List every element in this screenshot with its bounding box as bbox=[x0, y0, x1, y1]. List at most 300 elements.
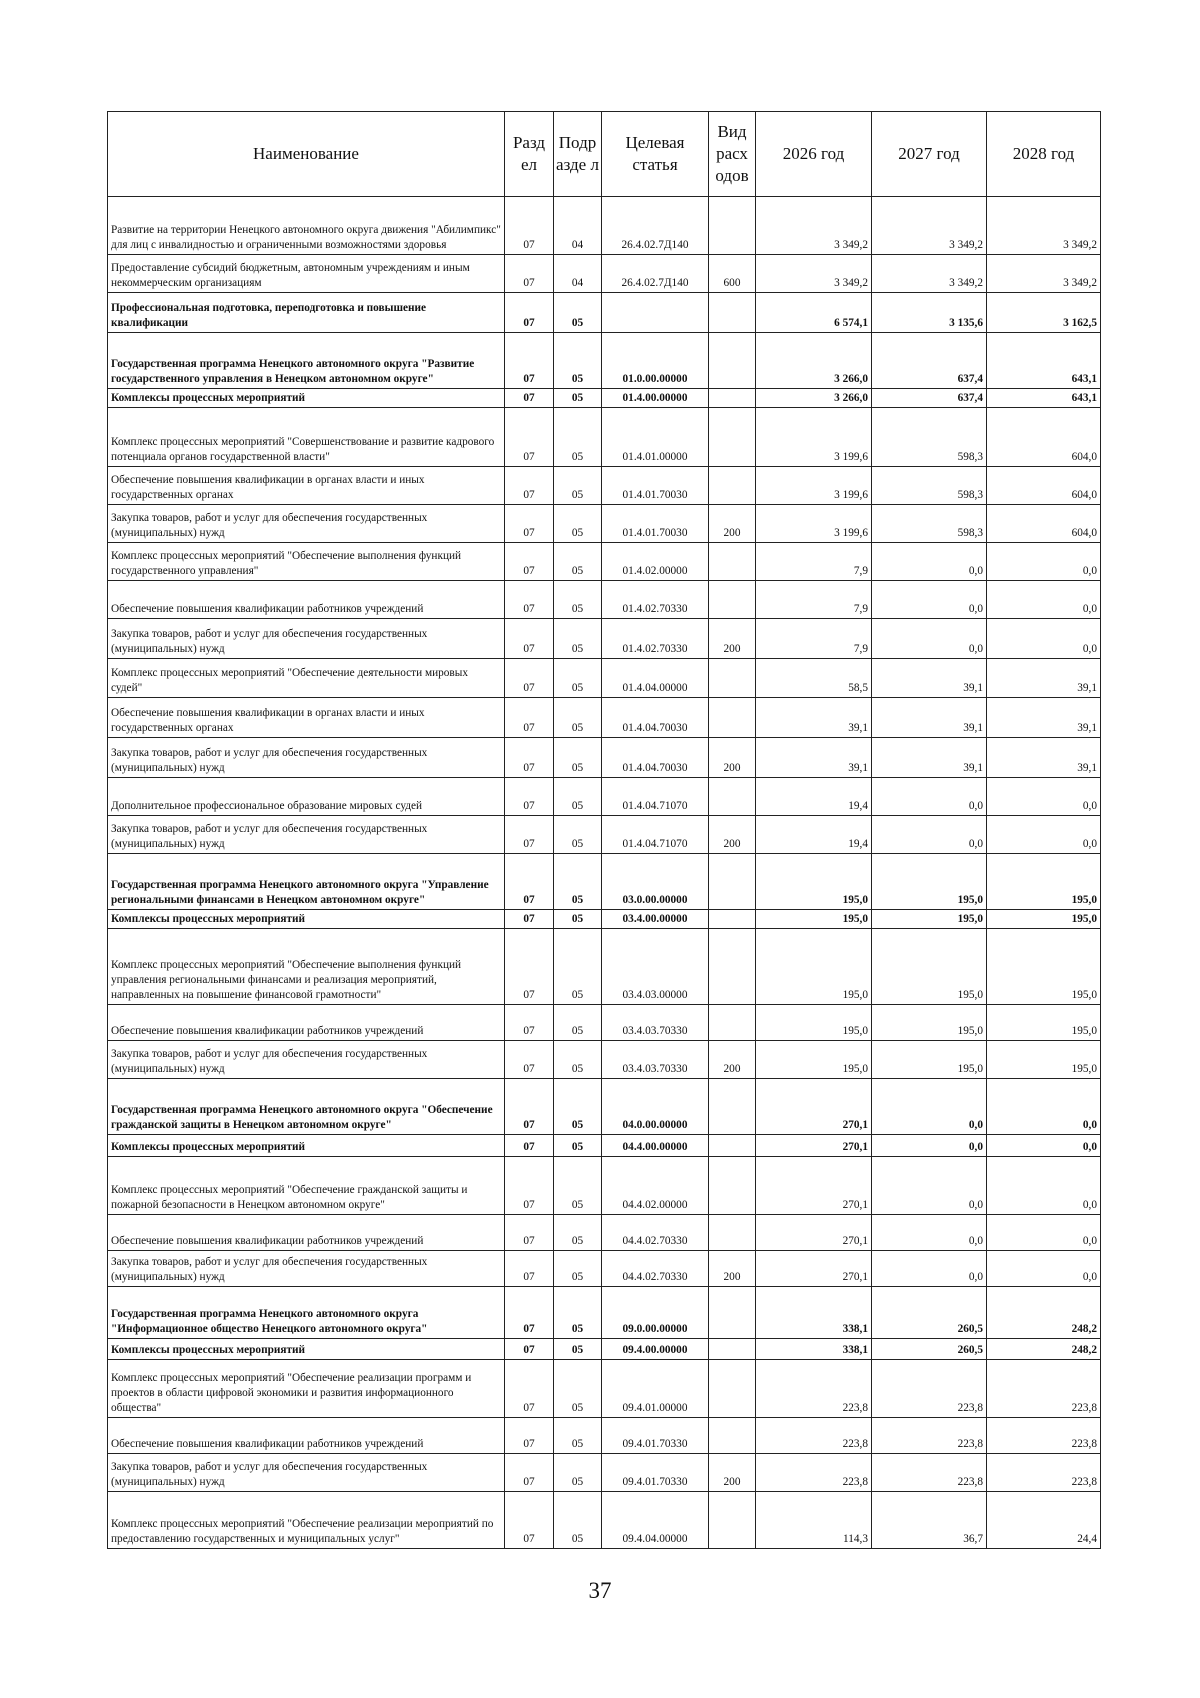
row-target-article-cell: 01.0.00.00000 bbox=[602, 333, 709, 389]
row-razdel-cell: 07 bbox=[505, 408, 554, 467]
table-row bbox=[108, 581, 1101, 619]
row-name-cell: Комплекс процессных мероприятий "Обеспечение деятельности мировых судей" bbox=[108, 659, 505, 698]
row-amount-2027-cell: 223,8 bbox=[872, 1418, 987, 1454]
table-row bbox=[108, 1287, 1101, 1339]
budget-table bbox=[107, 111, 1101, 1549]
row-target-article-cell: 01.4.04.71070 bbox=[602, 816, 709, 854]
row-amount-2026-cell: 3 349,2 bbox=[756, 197, 872, 255]
row-target-article-cell: 03.4.03.70330 bbox=[602, 1041, 709, 1079]
row-name-cell: Обеспечение повышения квалификации работников учреждений bbox=[108, 1005, 505, 1041]
row-amount-2028-cell: 24,4 bbox=[987, 1492, 1101, 1549]
row-amount-2028-cell: 643,1 bbox=[987, 389, 1101, 408]
table-row bbox=[108, 255, 1101, 293]
row-name-cell: Закупка товаров, работ и услуг для обеспечения государственных (муниципальных) нужд bbox=[108, 1251, 505, 1287]
row-razdel-cell: 07 bbox=[505, 738, 554, 778]
row-amount-2027-cell: 39,1 bbox=[872, 738, 987, 778]
row-amount-2028-cell: 39,1 bbox=[987, 698, 1101, 738]
row-target-article-cell: 26.4.02.7Д140 bbox=[602, 255, 709, 293]
row-razdel-cell: 07 bbox=[505, 1339, 554, 1360]
row-razdel-cell: 07 bbox=[505, 389, 554, 408]
row-razdel-cell: 07 bbox=[505, 333, 554, 389]
row-amount-2026-cell: 195,0 bbox=[756, 910, 872, 929]
row-target-article-cell: 09.4.00.00000 bbox=[602, 1339, 709, 1360]
row-target-article-cell: 04.4.02.70330 bbox=[602, 1251, 709, 1287]
row-amount-2027-cell: 0,0 bbox=[872, 1079, 987, 1135]
row-razdel-cell: 07 bbox=[505, 1041, 554, 1079]
row-amount-2026-cell: 195,0 bbox=[756, 1005, 872, 1041]
row-podrazdel-cell: 05 bbox=[554, 1360, 602, 1418]
row-amount-2028-cell: 0,0 bbox=[987, 816, 1101, 854]
table-row bbox=[108, 1041, 1101, 1079]
row-razdel-cell: 07 bbox=[505, 910, 554, 929]
row-name-cell: Комплекс процессных мероприятий "Обеспечение гражданской защиты и пожарной безопасности в Ненецком автономном округе" bbox=[108, 1157, 505, 1215]
row-name-cell: Обеспечение повышения квалификации в органах власти и иных государственных органах bbox=[108, 467, 505, 505]
row-amount-2026-cell: 39,1 bbox=[756, 738, 872, 778]
row-amount-2026-cell: 3 199,6 bbox=[756, 467, 872, 505]
row-amount-2027-cell: 0,0 bbox=[872, 816, 987, 854]
row-razdel-cell: 07 bbox=[505, 1492, 554, 1549]
row-amount-2026-cell: 338,1 bbox=[756, 1339, 872, 1360]
row-razdel-cell: 07 bbox=[505, 1251, 554, 1287]
row-amount-2026-cell: 195,0 bbox=[756, 1041, 872, 1079]
row-name-cell: Комплекс процессных мероприятий "Совершенствование и развитие кадрового потенциала органов государственной власти" bbox=[108, 408, 505, 467]
row-amount-2027-cell: 0,0 bbox=[872, 1251, 987, 1287]
row-name-cell: Комплекс процессных мероприятий "Обеспечение выполнения функций государственного управления" bbox=[108, 543, 505, 581]
row-expense-type-cell bbox=[709, 1215, 756, 1251]
row-expense-type-cell bbox=[709, 543, 756, 581]
row-name-cell: Закупка товаров, работ и услуг для обеспечения государственных (муниципальных) нужд bbox=[108, 619, 505, 659]
row-amount-2027-cell: 195,0 bbox=[872, 929, 987, 1005]
row-amount-2027-cell: 36,7 bbox=[872, 1492, 987, 1549]
row-razdel-cell: 07 bbox=[505, 1454, 554, 1492]
row-expense-type-cell bbox=[709, 698, 756, 738]
row-expense-type-cell bbox=[709, 1287, 756, 1339]
row-podrazdel-cell: 05 bbox=[554, 1339, 602, 1360]
row-amount-2028-cell: 39,1 bbox=[987, 659, 1101, 698]
row-razdel-cell: 07 bbox=[505, 505, 554, 543]
row-expense-type-cell bbox=[709, 293, 756, 333]
row-name-cell: Комплекс процессных мероприятий "Обеспечение выполнения функций управления региональными финансами и реализация мероприятий, направленных на повышение финансовой грамотности" bbox=[108, 929, 505, 1005]
row-podrazdel-cell: 05 bbox=[554, 1418, 602, 1454]
row-razdel-cell: 07 bbox=[505, 467, 554, 505]
row-podrazdel-cell: 05 bbox=[554, 854, 602, 910]
row-razdel-cell: 07 bbox=[505, 543, 554, 581]
row-amount-2026-cell: 223,8 bbox=[756, 1418, 872, 1454]
table-row bbox=[108, 1079, 1101, 1135]
row-amount-2026-cell: 223,8 bbox=[756, 1454, 872, 1492]
row-podrazdel-cell: 05 bbox=[554, 619, 602, 659]
row-amount-2028-cell: 0,0 bbox=[987, 619, 1101, 659]
row-expense-type-cell bbox=[709, 1339, 756, 1360]
table-row bbox=[108, 929, 1101, 1005]
row-target-article-cell: 01.4.01.70030 bbox=[602, 505, 709, 543]
row-target-article-cell: 01.4.04.70030 bbox=[602, 698, 709, 738]
row-name-cell: Комплексы процессных мероприятий bbox=[108, 389, 505, 408]
row-amount-2027-cell: 598,3 bbox=[872, 408, 987, 467]
row-name-cell: Развитие на территории Ненецкого автономного округа движения "Абилимпикс" для лиц с инвалидностью и ограниченными возможностями здоровья bbox=[108, 197, 505, 255]
page-number: 37 bbox=[588, 1578, 612, 1603]
row-target-article-cell: 03.4.03.00000 bbox=[602, 929, 709, 1005]
column-header-2026: 2026 год bbox=[756, 112, 872, 197]
table-row bbox=[108, 1418, 1101, 1454]
row-amount-2028-cell: 223,8 bbox=[987, 1418, 1101, 1454]
row-amount-2026-cell: 270,1 bbox=[756, 1079, 872, 1135]
row-expense-type-cell bbox=[709, 333, 756, 389]
column-header-razdel: Разд ел bbox=[505, 112, 554, 197]
table-row bbox=[108, 1157, 1101, 1215]
row-razdel-cell: 07 bbox=[505, 1005, 554, 1041]
row-expense-type-cell: 200 bbox=[709, 505, 756, 543]
row-amount-2028-cell: 248,2 bbox=[987, 1339, 1101, 1360]
row-name-cell: Закупка товаров, работ и услуг для обеспечения государственных (муниципальных) нужд bbox=[108, 816, 505, 854]
row-amount-2026-cell: 195,0 bbox=[756, 929, 872, 1005]
row-amount-2027-cell: 0,0 bbox=[872, 581, 987, 619]
row-expense-type-cell: 200 bbox=[709, 1041, 756, 1079]
column-header-name: Наименование bbox=[108, 112, 505, 197]
row-name-cell: Обеспечение повышения квалификации работников учреждений bbox=[108, 1418, 505, 1454]
row-target-article-cell: 26.4.02.7Д140 bbox=[602, 197, 709, 255]
row-podrazdel-cell: 05 bbox=[554, 389, 602, 408]
table-row bbox=[108, 293, 1101, 333]
row-expense-type-cell bbox=[709, 910, 756, 929]
row-amount-2026-cell: 3 266,0 bbox=[756, 333, 872, 389]
row-amount-2028-cell: 0,0 bbox=[987, 1079, 1101, 1135]
row-expense-type-cell bbox=[709, 1418, 756, 1454]
row-amount-2028-cell: 0,0 bbox=[987, 778, 1101, 816]
row-expense-type-cell bbox=[709, 467, 756, 505]
row-name-cell: Государственная программа Ненецкого автономного округа "Управление региональными финансами в Ненецком автономном округе" bbox=[108, 854, 505, 910]
row-amount-2027-cell: 0,0 bbox=[872, 543, 987, 581]
row-expense-type-cell bbox=[709, 1079, 756, 1135]
row-amount-2026-cell: 7,9 bbox=[756, 543, 872, 581]
row-target-article-cell: 01.4.02.70330 bbox=[602, 581, 709, 619]
table-row bbox=[108, 910, 1101, 929]
table-row bbox=[108, 1339, 1101, 1360]
row-amount-2027-cell: 3 135,6 bbox=[872, 293, 987, 333]
table-row bbox=[108, 505, 1101, 543]
table-row bbox=[108, 1005, 1101, 1041]
row-razdel-cell: 07 bbox=[505, 854, 554, 910]
row-podrazdel-cell: 04 bbox=[554, 255, 602, 293]
table-row bbox=[108, 408, 1101, 467]
row-amount-2028-cell: 604,0 bbox=[987, 505, 1101, 543]
row-expense-type-cell bbox=[709, 1360, 756, 1418]
row-expense-type-cell: 200 bbox=[709, 1251, 756, 1287]
row-amount-2026-cell: 3 199,6 bbox=[756, 505, 872, 543]
row-expense-type-cell bbox=[709, 929, 756, 1005]
row-amount-2026-cell: 3 349,2 bbox=[756, 255, 872, 293]
row-podrazdel-cell: 05 bbox=[554, 910, 602, 929]
table-row bbox=[108, 854, 1101, 910]
row-razdel-cell: 07 bbox=[505, 197, 554, 255]
row-amount-2028-cell: 0,0 bbox=[987, 1157, 1101, 1215]
row-razdel-cell: 07 bbox=[505, 581, 554, 619]
row-podrazdel-cell: 05 bbox=[554, 816, 602, 854]
row-amount-2026-cell: 114,3 bbox=[756, 1492, 872, 1549]
row-amount-2028-cell: 195,0 bbox=[987, 1041, 1101, 1079]
row-amount-2028-cell: 3 349,2 bbox=[987, 197, 1101, 255]
row-razdel-cell: 07 bbox=[505, 1418, 554, 1454]
row-amount-2028-cell: 248,2 bbox=[987, 1287, 1101, 1339]
table-row bbox=[108, 659, 1101, 698]
row-expense-type-cell: 200 bbox=[709, 738, 756, 778]
row-amount-2028-cell: 643,1 bbox=[987, 333, 1101, 389]
row-razdel-cell: 07 bbox=[505, 816, 554, 854]
row-amount-2028-cell: 223,8 bbox=[987, 1360, 1101, 1418]
row-amount-2028-cell: 0,0 bbox=[987, 581, 1101, 619]
row-name-cell: Профессиональная подготовка, переподготовка и повышение квалификации bbox=[108, 293, 505, 333]
row-amount-2027-cell: 0,0 bbox=[872, 619, 987, 659]
row-amount-2028-cell: 39,1 bbox=[987, 738, 1101, 778]
row-amount-2027-cell: 637,4 bbox=[872, 333, 987, 389]
row-amount-2028-cell: 0,0 bbox=[987, 1215, 1101, 1251]
row-razdel-cell: 07 bbox=[505, 659, 554, 698]
column-header-podrazdel: Подр азде л bbox=[554, 112, 602, 197]
row-name-cell: Обеспечение повышения квалификации работников учреждений bbox=[108, 581, 505, 619]
row-amount-2027-cell: 260,5 bbox=[872, 1287, 987, 1339]
row-podrazdel-cell: 05 bbox=[554, 659, 602, 698]
table-row bbox=[108, 698, 1101, 738]
row-podrazdel-cell: 05 bbox=[554, 1287, 602, 1339]
row-amount-2027-cell: 195,0 bbox=[872, 910, 987, 929]
row-amount-2027-cell: 0,0 bbox=[872, 1215, 987, 1251]
row-name-cell: Государственная программа Ненецкого автономного округа "Обеспечение гражданской защиты в Ненецком автономном округе" bbox=[108, 1079, 505, 1135]
row-razdel-cell: 07 bbox=[505, 698, 554, 738]
table-row bbox=[108, 619, 1101, 659]
row-podrazdel-cell: 05 bbox=[554, 467, 602, 505]
row-target-article-cell: 03.4.03.70330 bbox=[602, 1005, 709, 1041]
row-target-article-cell: 09.4.01.70330 bbox=[602, 1418, 709, 1454]
row-target-article-cell: 09.4.04.00000 bbox=[602, 1492, 709, 1549]
row-expense-type-cell bbox=[709, 778, 756, 816]
row-amount-2028-cell: 195,0 bbox=[987, 854, 1101, 910]
row-amount-2028-cell: 604,0 bbox=[987, 408, 1101, 467]
row-name-cell: Закупка товаров, работ и услуг для обеспечения государственных (муниципальных) нужд bbox=[108, 1454, 505, 1492]
row-podrazdel-cell: 05 bbox=[554, 738, 602, 778]
row-podrazdel-cell: 05 bbox=[554, 929, 602, 1005]
table-row bbox=[108, 1454, 1101, 1492]
row-amount-2028-cell: 0,0 bbox=[987, 1251, 1101, 1287]
row-amount-2026-cell: 270,1 bbox=[756, 1251, 872, 1287]
row-amount-2027-cell: 195,0 bbox=[872, 1041, 987, 1079]
row-expense-type-cell bbox=[709, 389, 756, 408]
row-podrazdel-cell: 05 bbox=[554, 1041, 602, 1079]
row-amount-2026-cell: 270,1 bbox=[756, 1135, 872, 1157]
row-amount-2028-cell: 195,0 bbox=[987, 910, 1101, 929]
row-podrazdel-cell: 05 bbox=[554, 505, 602, 543]
row-expense-type-cell: 600 bbox=[709, 255, 756, 293]
row-target-article-cell: 01.4.02.70330 bbox=[602, 619, 709, 659]
row-amount-2027-cell: 260,5 bbox=[872, 1339, 987, 1360]
row-target-article-cell: 01.4.02.00000 bbox=[602, 543, 709, 581]
row-razdel-cell: 07 bbox=[505, 1287, 554, 1339]
row-amount-2027-cell: 223,8 bbox=[872, 1454, 987, 1492]
row-podrazdel-cell: 05 bbox=[554, 1135, 602, 1157]
row-amount-2026-cell: 58,5 bbox=[756, 659, 872, 698]
row-target-article-cell: 01.4.04.71070 bbox=[602, 778, 709, 816]
row-podrazdel-cell: 05 bbox=[554, 1215, 602, 1251]
row-razdel-cell: 07 bbox=[505, 1079, 554, 1135]
column-header-2028: 2028 год bbox=[987, 112, 1101, 197]
row-target-article-cell: 03.0.00.00000 bbox=[602, 854, 709, 910]
row-expense-type-cell bbox=[709, 581, 756, 619]
row-name-cell: Комплексы процессных мероприятий bbox=[108, 910, 505, 929]
row-name-cell: Закупка товаров, работ и услуг для обеспечения государственных (муниципальных) нужд bbox=[108, 505, 505, 543]
row-amount-2028-cell: 3 162,5 bbox=[987, 293, 1101, 333]
row-razdel-cell: 07 bbox=[505, 1157, 554, 1215]
row-amount-2028-cell: 0,0 bbox=[987, 1135, 1101, 1157]
row-name-cell: Комплекс процессных мероприятий "Обеспечение реализации программ и проектов в области цифровой экономики и развития информационного общества" bbox=[108, 1360, 505, 1418]
row-podrazdel-cell: 05 bbox=[554, 1157, 602, 1215]
row-amount-2026-cell: 3 199,6 bbox=[756, 408, 872, 467]
row-amount-2026-cell: 270,1 bbox=[756, 1157, 872, 1215]
row-amount-2026-cell: 39,1 bbox=[756, 698, 872, 738]
row-name-cell: Комплексы процессных мероприятий bbox=[108, 1135, 505, 1157]
row-amount-2028-cell: 3 349,2 bbox=[987, 255, 1101, 293]
row-target-article-cell: 01.4.01.70030 bbox=[602, 467, 709, 505]
row-name-cell: Обеспечение повышения квалификации в органах власти и иных государственных органах bbox=[108, 698, 505, 738]
row-podrazdel-cell: 05 bbox=[554, 293, 602, 333]
table-row bbox=[108, 543, 1101, 581]
row-amount-2027-cell: 0,0 bbox=[872, 778, 987, 816]
row-podrazdel-cell: 05 bbox=[554, 333, 602, 389]
table-row bbox=[108, 333, 1101, 389]
row-name-cell: Комплексы процессных мероприятий bbox=[108, 1339, 505, 1360]
table-row bbox=[108, 467, 1101, 505]
row-razdel-cell: 07 bbox=[505, 929, 554, 1005]
row-target-article-cell: 03.4.00.00000 bbox=[602, 910, 709, 929]
row-razdel-cell: 07 bbox=[505, 255, 554, 293]
row-amount-2027-cell: 39,1 bbox=[872, 698, 987, 738]
table-row bbox=[108, 1492, 1101, 1549]
row-razdel-cell: 07 bbox=[505, 1215, 554, 1251]
row-amount-2026-cell: 223,8 bbox=[756, 1360, 872, 1418]
row-name-cell: Комплекс процессных мероприятий "Обеспечение реализации мероприятий по предоставлению государственных и муниципальных услуг" bbox=[108, 1492, 505, 1549]
row-expense-type-cell bbox=[709, 1135, 756, 1157]
row-target-article-cell: 01.4.04.70030 bbox=[602, 738, 709, 778]
row-amount-2027-cell: 637,4 bbox=[872, 389, 987, 408]
column-header-target-article: Целевая статья bbox=[602, 112, 709, 197]
row-amount-2027-cell: 3 349,2 bbox=[872, 255, 987, 293]
row-amount-2026-cell: 7,9 bbox=[756, 619, 872, 659]
row-podrazdel-cell: 05 bbox=[554, 543, 602, 581]
row-razdel-cell: 07 bbox=[505, 778, 554, 816]
row-name-cell: Дополнительное профессиональное образование мировых судей bbox=[108, 778, 505, 816]
row-expense-type-cell bbox=[709, 1492, 756, 1549]
column-header-expense-type: Вид расх одов bbox=[709, 112, 756, 197]
row-amount-2026-cell: 19,4 bbox=[756, 778, 872, 816]
row-podrazdel-cell: 05 bbox=[554, 581, 602, 619]
row-amount-2027-cell: 0,0 bbox=[872, 1157, 987, 1215]
row-podrazdel-cell: 05 bbox=[554, 408, 602, 467]
row-amount-2027-cell: 3 349,2 bbox=[872, 197, 987, 255]
row-amount-2027-cell: 223,8 bbox=[872, 1360, 987, 1418]
row-amount-2026-cell: 19,4 bbox=[756, 816, 872, 854]
row-expense-type-cell bbox=[709, 659, 756, 698]
table-row bbox=[108, 389, 1101, 408]
table-body bbox=[108, 197, 1101, 1549]
table-row bbox=[108, 1215, 1101, 1251]
row-expense-type-cell bbox=[709, 1005, 756, 1041]
row-name-cell: Предоставление субсидий бюджетным, автономным учреждениям и иным некоммерческим организациям bbox=[108, 255, 505, 293]
row-podrazdel-cell: 05 bbox=[554, 1492, 602, 1549]
row-amount-2028-cell: 223,8 bbox=[987, 1454, 1101, 1492]
row-amount-2028-cell: 604,0 bbox=[987, 467, 1101, 505]
row-amount-2026-cell: 338,1 bbox=[756, 1287, 872, 1339]
row-razdel-cell: 07 bbox=[505, 619, 554, 659]
row-target-article-cell: 09.4.01.00000 bbox=[602, 1360, 709, 1418]
row-target-article-cell: 01.4.00.00000 bbox=[602, 389, 709, 408]
row-name-cell: Обеспечение повышения квалификации работников учреждений bbox=[108, 1215, 505, 1251]
row-target-article-cell: 04.4.02.70330 bbox=[602, 1215, 709, 1251]
row-amount-2028-cell: 0,0 bbox=[987, 543, 1101, 581]
row-amount-2028-cell: 195,0 bbox=[987, 929, 1101, 1005]
row-razdel-cell: 07 bbox=[505, 293, 554, 333]
row-name-cell: Государственная программа Ненецкого автономного округа "Информационное общество Ненецкого автономного округа" bbox=[108, 1287, 505, 1339]
table-row bbox=[108, 197, 1101, 255]
row-podrazdel-cell: 04 bbox=[554, 197, 602, 255]
row-amount-2026-cell: 6 574,1 bbox=[756, 293, 872, 333]
row-podrazdel-cell: 05 bbox=[554, 1005, 602, 1041]
column-header-2027: 2027 год bbox=[872, 112, 987, 197]
row-expense-type-cell: 200 bbox=[709, 816, 756, 854]
table-header-row bbox=[108, 112, 1101, 197]
row-expense-type-cell: 200 bbox=[709, 619, 756, 659]
row-amount-2027-cell: 39,1 bbox=[872, 659, 987, 698]
table-row bbox=[108, 778, 1101, 816]
row-expense-type-cell bbox=[709, 197, 756, 255]
row-name-cell: Закупка товаров, работ и услуг для обеспечения государственных (муниципальных) нужд bbox=[108, 738, 505, 778]
row-target-article-cell: 01.4.01.00000 bbox=[602, 408, 709, 467]
row-name-cell: Государственная программа Ненецкого автономного округа "Развитие государственного управления в Ненецком автономном округе" bbox=[108, 333, 505, 389]
row-target-article-cell: 04.4.02.00000 bbox=[602, 1157, 709, 1215]
row-razdel-cell: 07 bbox=[505, 1135, 554, 1157]
row-amount-2027-cell: 598,3 bbox=[872, 467, 987, 505]
row-amount-2026-cell: 195,0 bbox=[756, 854, 872, 910]
row-amount-2027-cell: 195,0 bbox=[872, 1005, 987, 1041]
row-target-article-cell: 01.4.04.00000 bbox=[602, 659, 709, 698]
row-target-article-cell: 09.4.01.70330 bbox=[602, 1454, 709, 1492]
table-row bbox=[108, 816, 1101, 854]
row-amount-2027-cell: 0,0 bbox=[872, 1135, 987, 1157]
row-amount-2028-cell: 195,0 bbox=[987, 1005, 1101, 1041]
row-amount-2026-cell: 7,9 bbox=[756, 581, 872, 619]
row-podrazdel-cell: 05 bbox=[554, 1251, 602, 1287]
table-row bbox=[108, 1135, 1101, 1157]
row-razdel-cell: 07 bbox=[505, 1360, 554, 1418]
row-expense-type-cell bbox=[709, 1157, 756, 1215]
row-podrazdel-cell: 05 bbox=[554, 1454, 602, 1492]
row-amount-2026-cell: 3 266,0 bbox=[756, 389, 872, 408]
row-target-article-cell bbox=[602, 293, 709, 333]
table-row bbox=[108, 1251, 1101, 1287]
row-amount-2027-cell: 598,3 bbox=[872, 505, 987, 543]
table-row bbox=[108, 1360, 1101, 1418]
row-expense-type-cell bbox=[709, 854, 756, 910]
row-expense-type-cell bbox=[709, 408, 756, 467]
row-target-article-cell: 04.0.00.00000 bbox=[602, 1079, 709, 1135]
row-name-cell: Закупка товаров, работ и услуг для обеспечения государственных (муниципальных) нужд bbox=[108, 1041, 505, 1079]
row-amount-2027-cell: 195,0 bbox=[872, 854, 987, 910]
row-podrazdel-cell: 05 bbox=[554, 698, 602, 738]
table-row bbox=[108, 738, 1101, 778]
row-expense-type-cell: 200 bbox=[709, 1454, 756, 1492]
row-podrazdel-cell: 05 bbox=[554, 1079, 602, 1135]
row-target-article-cell: 09.0.00.00000 bbox=[602, 1287, 709, 1339]
row-amount-2026-cell: 270,1 bbox=[756, 1215, 872, 1251]
row-target-article-cell: 04.4.00.00000 bbox=[602, 1135, 709, 1157]
row-podrazdel-cell: 05 bbox=[554, 778, 602, 816]
